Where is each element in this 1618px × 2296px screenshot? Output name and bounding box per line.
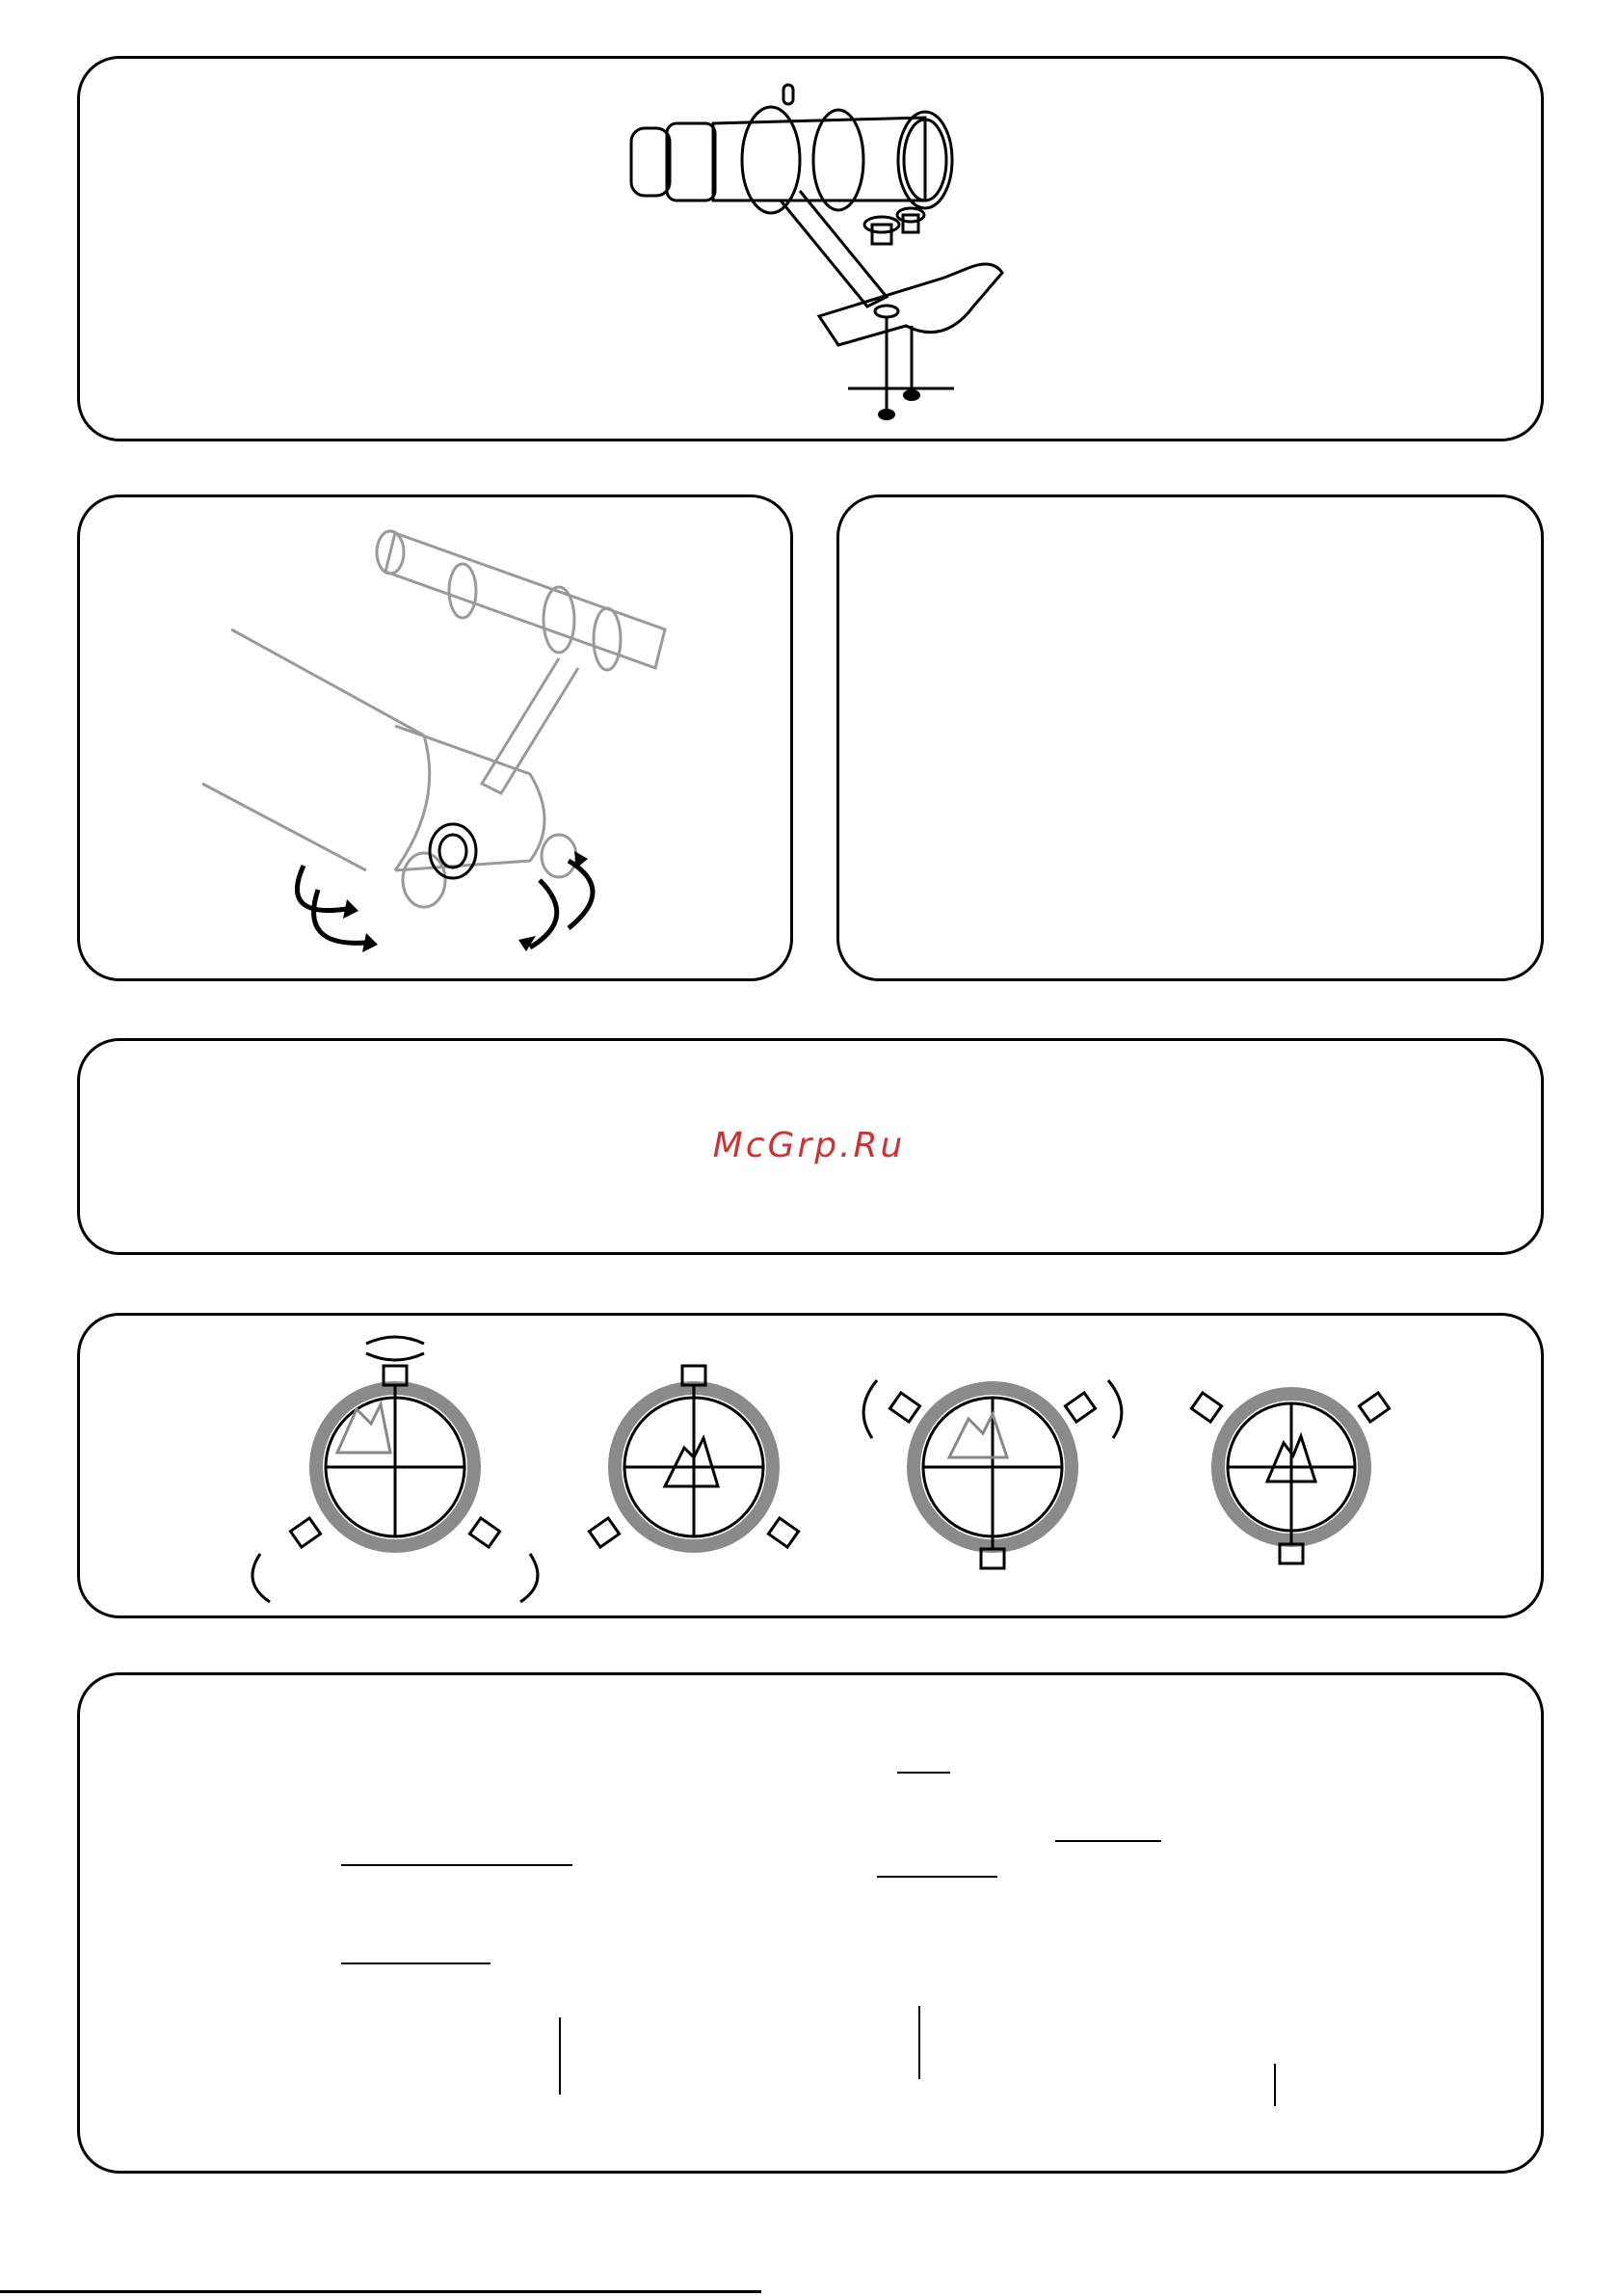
vertical-mark-2 xyxy=(918,2006,920,2079)
crosshair-alignment-icon xyxy=(77,1313,1544,1618)
underline-2 xyxy=(341,1864,572,1866)
panel-finder-on-tube xyxy=(77,494,793,981)
crosshair-view-4-icon xyxy=(1191,1393,1389,1563)
underline-3 xyxy=(877,1876,997,1878)
panel-alignment-steps xyxy=(77,1313,1544,1618)
watermark-text: McGrp.Ru xyxy=(712,1126,906,1165)
panel-blank-text xyxy=(836,494,1544,981)
finderscope-on-telescope-icon xyxy=(77,494,793,981)
footer-rule xyxy=(0,2290,761,2293)
panel-finder-bracket xyxy=(77,56,1544,441)
underline-4 xyxy=(1055,1840,1161,1842)
vertical-mark-1 xyxy=(559,2017,561,2095)
crosshair-view-1-icon xyxy=(252,1337,538,1602)
panel-form-lines xyxy=(77,1672,1544,2174)
finderscope-bracket-icon xyxy=(77,56,1544,441)
underline-1 xyxy=(897,1772,950,1774)
vertical-mark-3 xyxy=(1274,2064,1276,2106)
underline-5 xyxy=(341,1962,491,1964)
crosshair-view-3-icon xyxy=(863,1380,1122,1568)
crosshair-view-2-icon xyxy=(589,1366,798,1547)
